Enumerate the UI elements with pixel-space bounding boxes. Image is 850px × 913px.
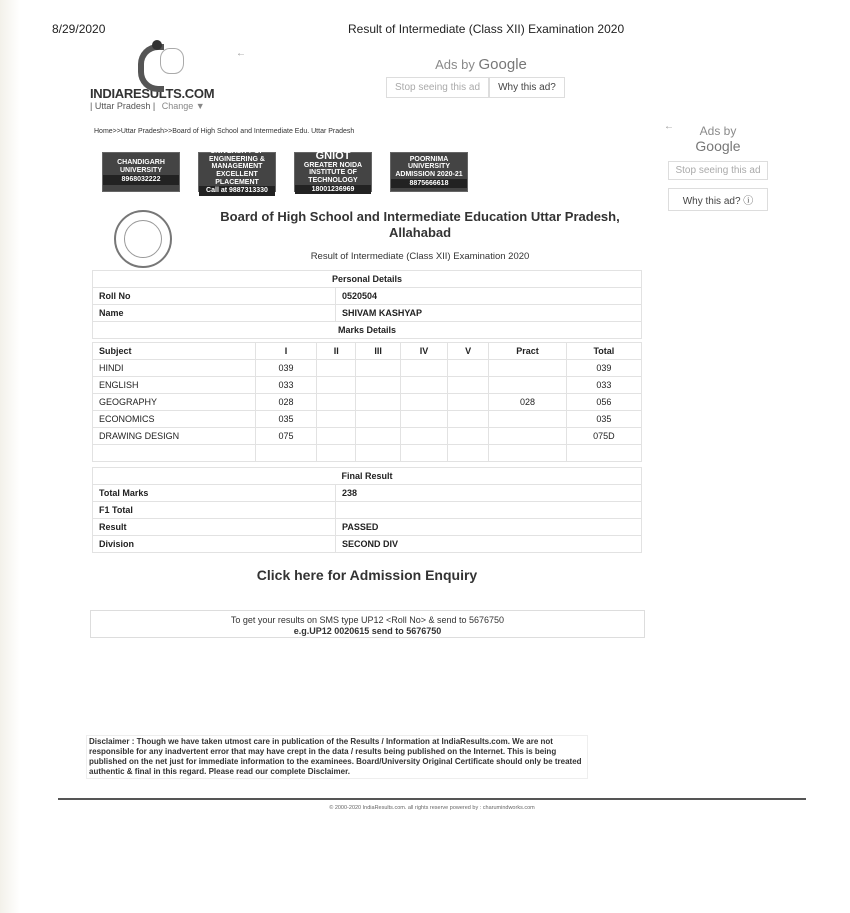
marks-cell xyxy=(447,445,488,462)
table-row xyxy=(93,305,642,322)
logo-mark-icon xyxy=(138,40,182,84)
table-row xyxy=(93,288,642,305)
marks-cell xyxy=(566,445,641,462)
column-header: I xyxy=(256,343,317,360)
marks-cell: 039 xyxy=(566,360,641,377)
marks-cell xyxy=(356,394,401,411)
marks-cell xyxy=(401,445,448,462)
change-state-link[interactable]: Change ▼ xyxy=(161,101,205,111)
marks-cell: 075D xyxy=(566,428,641,445)
marks-cell xyxy=(401,360,448,377)
ad-back-arrow-icon[interactable]: ← xyxy=(236,48,246,59)
marks-cell: 039 xyxy=(256,360,317,377)
print-title: Result of Intermediate (Class XII) Examination 2020 xyxy=(348,22,625,36)
division-label: Division xyxy=(93,536,336,553)
ad-buttons xyxy=(386,77,576,98)
marks-cell xyxy=(447,360,488,377)
ads-by-label: Ads by Google xyxy=(435,56,527,73)
subject-cell: GEOGRAPHY xyxy=(93,394,256,411)
top-ad xyxy=(386,56,576,98)
marks-cell xyxy=(489,360,566,377)
marks-cell xyxy=(447,394,488,411)
side-why-this-ad-button[interactable]: Why this ad? ⓘ xyxy=(668,188,768,211)
scan-margin xyxy=(0,0,20,913)
division-value: SECOND DIV xyxy=(336,536,642,553)
sms-line-2: e.g.UP12 0020615 send to 5676750 xyxy=(293,625,442,636)
site-logo[interactable] xyxy=(90,40,220,111)
column-header: III xyxy=(356,343,401,360)
subject-cell xyxy=(93,445,256,462)
column-header: V xyxy=(447,343,488,360)
marks-cell: 033 xyxy=(566,377,641,394)
f1-total-label: F1 Total xyxy=(93,502,336,519)
marks-cell: 035 xyxy=(566,411,641,428)
column-header: Pract xyxy=(489,343,566,360)
copyright: © 2000-2020 IndiaResults.com. all rights reserve powered by : charumindworks.com xyxy=(329,805,535,811)
board-name: Board of High School and Intermediate Education Uttar Pradesh, Allahabad xyxy=(220,209,620,241)
column-header: Total xyxy=(566,343,641,360)
exam-title: Result of Intermediate (Class XII) Examination 2020 xyxy=(310,251,530,262)
marks-cell xyxy=(356,377,401,394)
marks-header-row xyxy=(93,343,642,360)
marks-cell xyxy=(489,411,566,428)
marks-cell: 035 xyxy=(256,411,317,428)
column-header: Subject xyxy=(93,343,256,360)
breadcrumb[interactable]: Home>>Uttar Pradesh>>Board of High School and Intermediate Edu. Uttar Pradesh xyxy=(94,128,355,135)
marks-cell xyxy=(447,411,488,428)
name-value: SHIVAM KASHYAP xyxy=(336,305,642,322)
total-marks-value: 238 xyxy=(336,485,642,502)
result-label: Result xyxy=(93,519,336,536)
marks-cell xyxy=(317,377,356,394)
state-label: | Uttar Pradesh | xyxy=(90,101,156,111)
marks-cell xyxy=(356,445,401,462)
marks-cell xyxy=(356,360,401,377)
board-seal-icon xyxy=(114,210,172,268)
marks-cell xyxy=(317,445,356,462)
marks-cell: 056 xyxy=(566,394,641,411)
logo-text: INDIARESULTS.COM xyxy=(90,86,215,101)
final-result-table xyxy=(92,467,642,553)
table-row xyxy=(93,485,642,502)
admission-enquiry-link[interactable]: Click here for Admission Enquiry xyxy=(256,567,478,583)
marks-table xyxy=(92,342,642,462)
marks-cell xyxy=(256,445,317,462)
disclaimer: Disclaimer : Though we have taken utmost care in publication of the Results / Information at IndiaResults.com. We are not responsible for any inadvertent error that may have crept in the data / results being published on the Internet. This is being published on the net just for immediate information to the examinees. Board/University Original Certificate should only be treated authentic & final in this regard. Please read our complete Disclaimer. xyxy=(86,735,588,779)
marks-cell xyxy=(447,377,488,394)
table-row xyxy=(93,411,642,428)
column-header: II xyxy=(317,343,356,360)
result-value: PASSED xyxy=(336,519,642,536)
personal-details-heading: Personal Details xyxy=(93,271,642,288)
marks-details-heading: Marks Details xyxy=(93,322,642,339)
side-ads-by-label: Ads by Google xyxy=(695,124,741,155)
marks-cell: 028 xyxy=(256,394,317,411)
side-ad xyxy=(668,124,768,211)
marks-cell xyxy=(489,445,566,462)
stop-seeing-ad-button[interactable]: Stop seeing this ad xyxy=(386,77,489,98)
subject-cell: ENGLISH xyxy=(93,377,256,394)
sponsor-gniot[interactable]: GNIOT GREATER NOIDA INSTITUTE OF TECHNOLOGY 18001236969 xyxy=(294,152,372,192)
marks-cell xyxy=(356,411,401,428)
logo-state-row xyxy=(90,101,220,111)
table-row xyxy=(93,360,642,377)
subject-cell: HINDI xyxy=(93,360,256,377)
sponsor-banners xyxy=(102,147,468,195)
column-header: IV xyxy=(401,343,448,360)
marks-cell xyxy=(489,428,566,445)
subject-cell: DRAWING DESIGN xyxy=(93,428,256,445)
sms-line-1: To get your results on SMS type UP12 <Roll No> & send to 5676750 xyxy=(230,615,505,625)
marks-cell xyxy=(317,394,356,411)
side-stop-seeing-ad-button[interactable]: Stop seeing this ad xyxy=(668,161,768,180)
marks-cell xyxy=(489,377,566,394)
table-row xyxy=(93,377,642,394)
print-date: 8/29/2020 xyxy=(52,22,106,36)
roll-label: Roll No xyxy=(93,288,336,305)
table-row xyxy=(93,536,642,553)
table-row xyxy=(93,519,642,536)
marks-cell xyxy=(401,377,448,394)
marks-cell xyxy=(317,428,356,445)
sponsor-chandigarh-university[interactable]: CHANDIGARH UNIVERSITY 8968032222 xyxy=(102,152,180,192)
marks-cell xyxy=(401,411,448,428)
total-marks-label: Total Marks xyxy=(93,485,336,502)
sms-info-box xyxy=(90,610,645,638)
table-row xyxy=(93,445,642,462)
f1-total-value xyxy=(336,502,642,519)
marks-cell xyxy=(317,360,356,377)
table-row xyxy=(93,428,642,445)
why-this-ad-button[interactable]: Why this ad? xyxy=(489,77,565,98)
marks-cell: 028 xyxy=(489,394,566,411)
marks-cell: 033 xyxy=(256,377,317,394)
marks-cell xyxy=(401,394,448,411)
marks-cell xyxy=(317,411,356,428)
table-row xyxy=(93,394,642,411)
marks-cell xyxy=(401,428,448,445)
personal-details-table xyxy=(92,270,642,339)
marks-cell xyxy=(447,428,488,445)
roll-value: 0520504 xyxy=(336,288,642,305)
subject-cell: ECONOMICS xyxy=(93,411,256,428)
sponsor-poornima-university[interactable]: POORNIMA UNIVERSITY ADMISSION 2020-21 8875666618 xyxy=(390,152,468,192)
marks-cell: 075 xyxy=(256,428,317,445)
marks-cell xyxy=(356,428,401,445)
footer-divider xyxy=(58,798,806,800)
side-ad-back-arrow-icon[interactable]: ← xyxy=(664,121,674,132)
final-result-heading: Final Result xyxy=(93,468,642,485)
table-row xyxy=(93,502,642,519)
name-label: Name xyxy=(93,305,336,322)
sponsor-uem[interactable]: UNIVERSITY OF ENGINEERING & MANAGEMENT EXCELLENT PLACEMENT Call at 9887313330 xyxy=(198,152,276,192)
